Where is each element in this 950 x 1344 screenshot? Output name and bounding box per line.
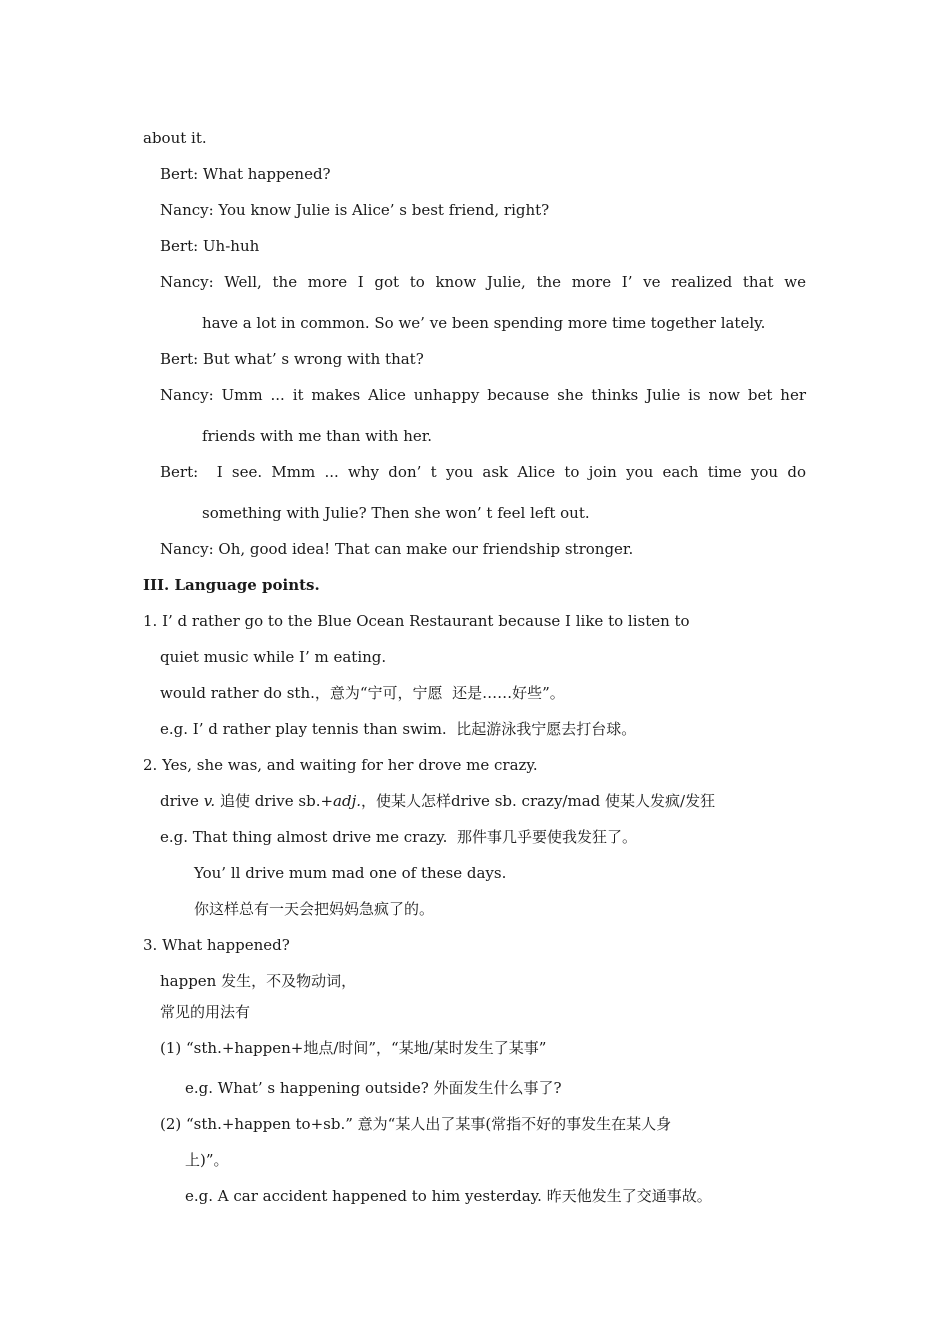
dialogue-line: Nancy: Oh, good idea! That can make our friendship stronger. — [160, 540, 634, 558]
explanation-line: would rather do sth.，意为“宁可，宁愿 还是……好些”。 — [160, 684, 565, 702]
explanation-text: 追使 drive sb.+ — [215, 792, 334, 810]
dialogue-line: Nancy: Well, the more I got to know Julie, the more I’ ve realized that we — [160, 273, 806, 291]
explanation-line — [160, 791, 715, 811]
explanation-line: 常见的用法有 — [160, 1003, 251, 1021]
part-of-speech: v. — [203, 792, 216, 810]
point-sentence: 3. What happened? — [143, 936, 290, 954]
part-of-speech: adj. — [333, 792, 362, 810]
dialogue-line: Bert: I see. Mmm ... why don’ t you ask Alice to join you each time you do — [160, 463, 806, 481]
explanation-line: happen 发生，不及物动词， — [160, 972, 357, 990]
usage-line: (2) “sth.+happen to+sb.” 意为“某人出了某事(常指不好的事发生在某人身 — [160, 1115, 672, 1133]
example-translation: 你这样总有一天会把妈妈急疯了的。 — [194, 900, 435, 918]
dialogue-line: Nancy: Umm ... it makes Alice unhappy because she thinks Julie is now bet her — [160, 386, 806, 404]
example-line: e.g. That thing almost drive me crazy. 那件事几乎要使我发狂了。 — [160, 828, 637, 846]
dialogue-line: Bert: What happened? — [160, 165, 331, 183]
example-line: e.g. What’ s happening outside? 外面发生什么事了? — [185, 1079, 562, 1097]
point-sentence: 1. I’ d rather go to the Blue Ocean Restaurant because I like to listen to — [143, 612, 690, 630]
dialogue-line: Nancy: You know Julie is Alice’ s best friend, right? — [160, 201, 550, 219]
explanation-text: drive — [160, 792, 204, 810]
text-line: about it. — [143, 129, 207, 147]
dialogue-continuation: friends with me than with her. — [202, 427, 433, 445]
section-heading: III. Language points. — [143, 576, 320, 594]
example-line: You’ ll drive mum mad one of these days. — [194, 864, 507, 882]
dialogue-line: Bert: Uh-huh — [160, 237, 260, 255]
point-sentence: 2. Yes, she was, and waiting for her drove me crazy. — [143, 756, 538, 774]
explanation-text: ，使某人怎样drive sb. crazy/mad 使某人发疯/发狂 — [361, 792, 716, 810]
dialogue-continuation: something with Julie? Then she won’ t feel left out. — [202, 504, 590, 522]
usage-line-continuation: 上)”。 — [185, 1151, 229, 1169]
point-sentence-continuation: quiet music while I’ m eating. — [160, 648, 387, 666]
usage-line: (1) “sth.+happen+地点/时间”，“某地/某时发生了某事” — [160, 1039, 547, 1057]
example-line: e.g. A car accident happened to him yesterday. 昨天他发生了交通事故。 — [185, 1187, 712, 1205]
dialogue-line: Bert: But what’ s wrong with that? — [160, 350, 424, 368]
dialogue-continuation: have a lot in common. So we’ ve been spending more time together lately. — [202, 314, 766, 332]
example-line: e.g. I’ d rather play tennis than swim. 比起游泳我宁愿去打台球。 — [160, 720, 637, 738]
